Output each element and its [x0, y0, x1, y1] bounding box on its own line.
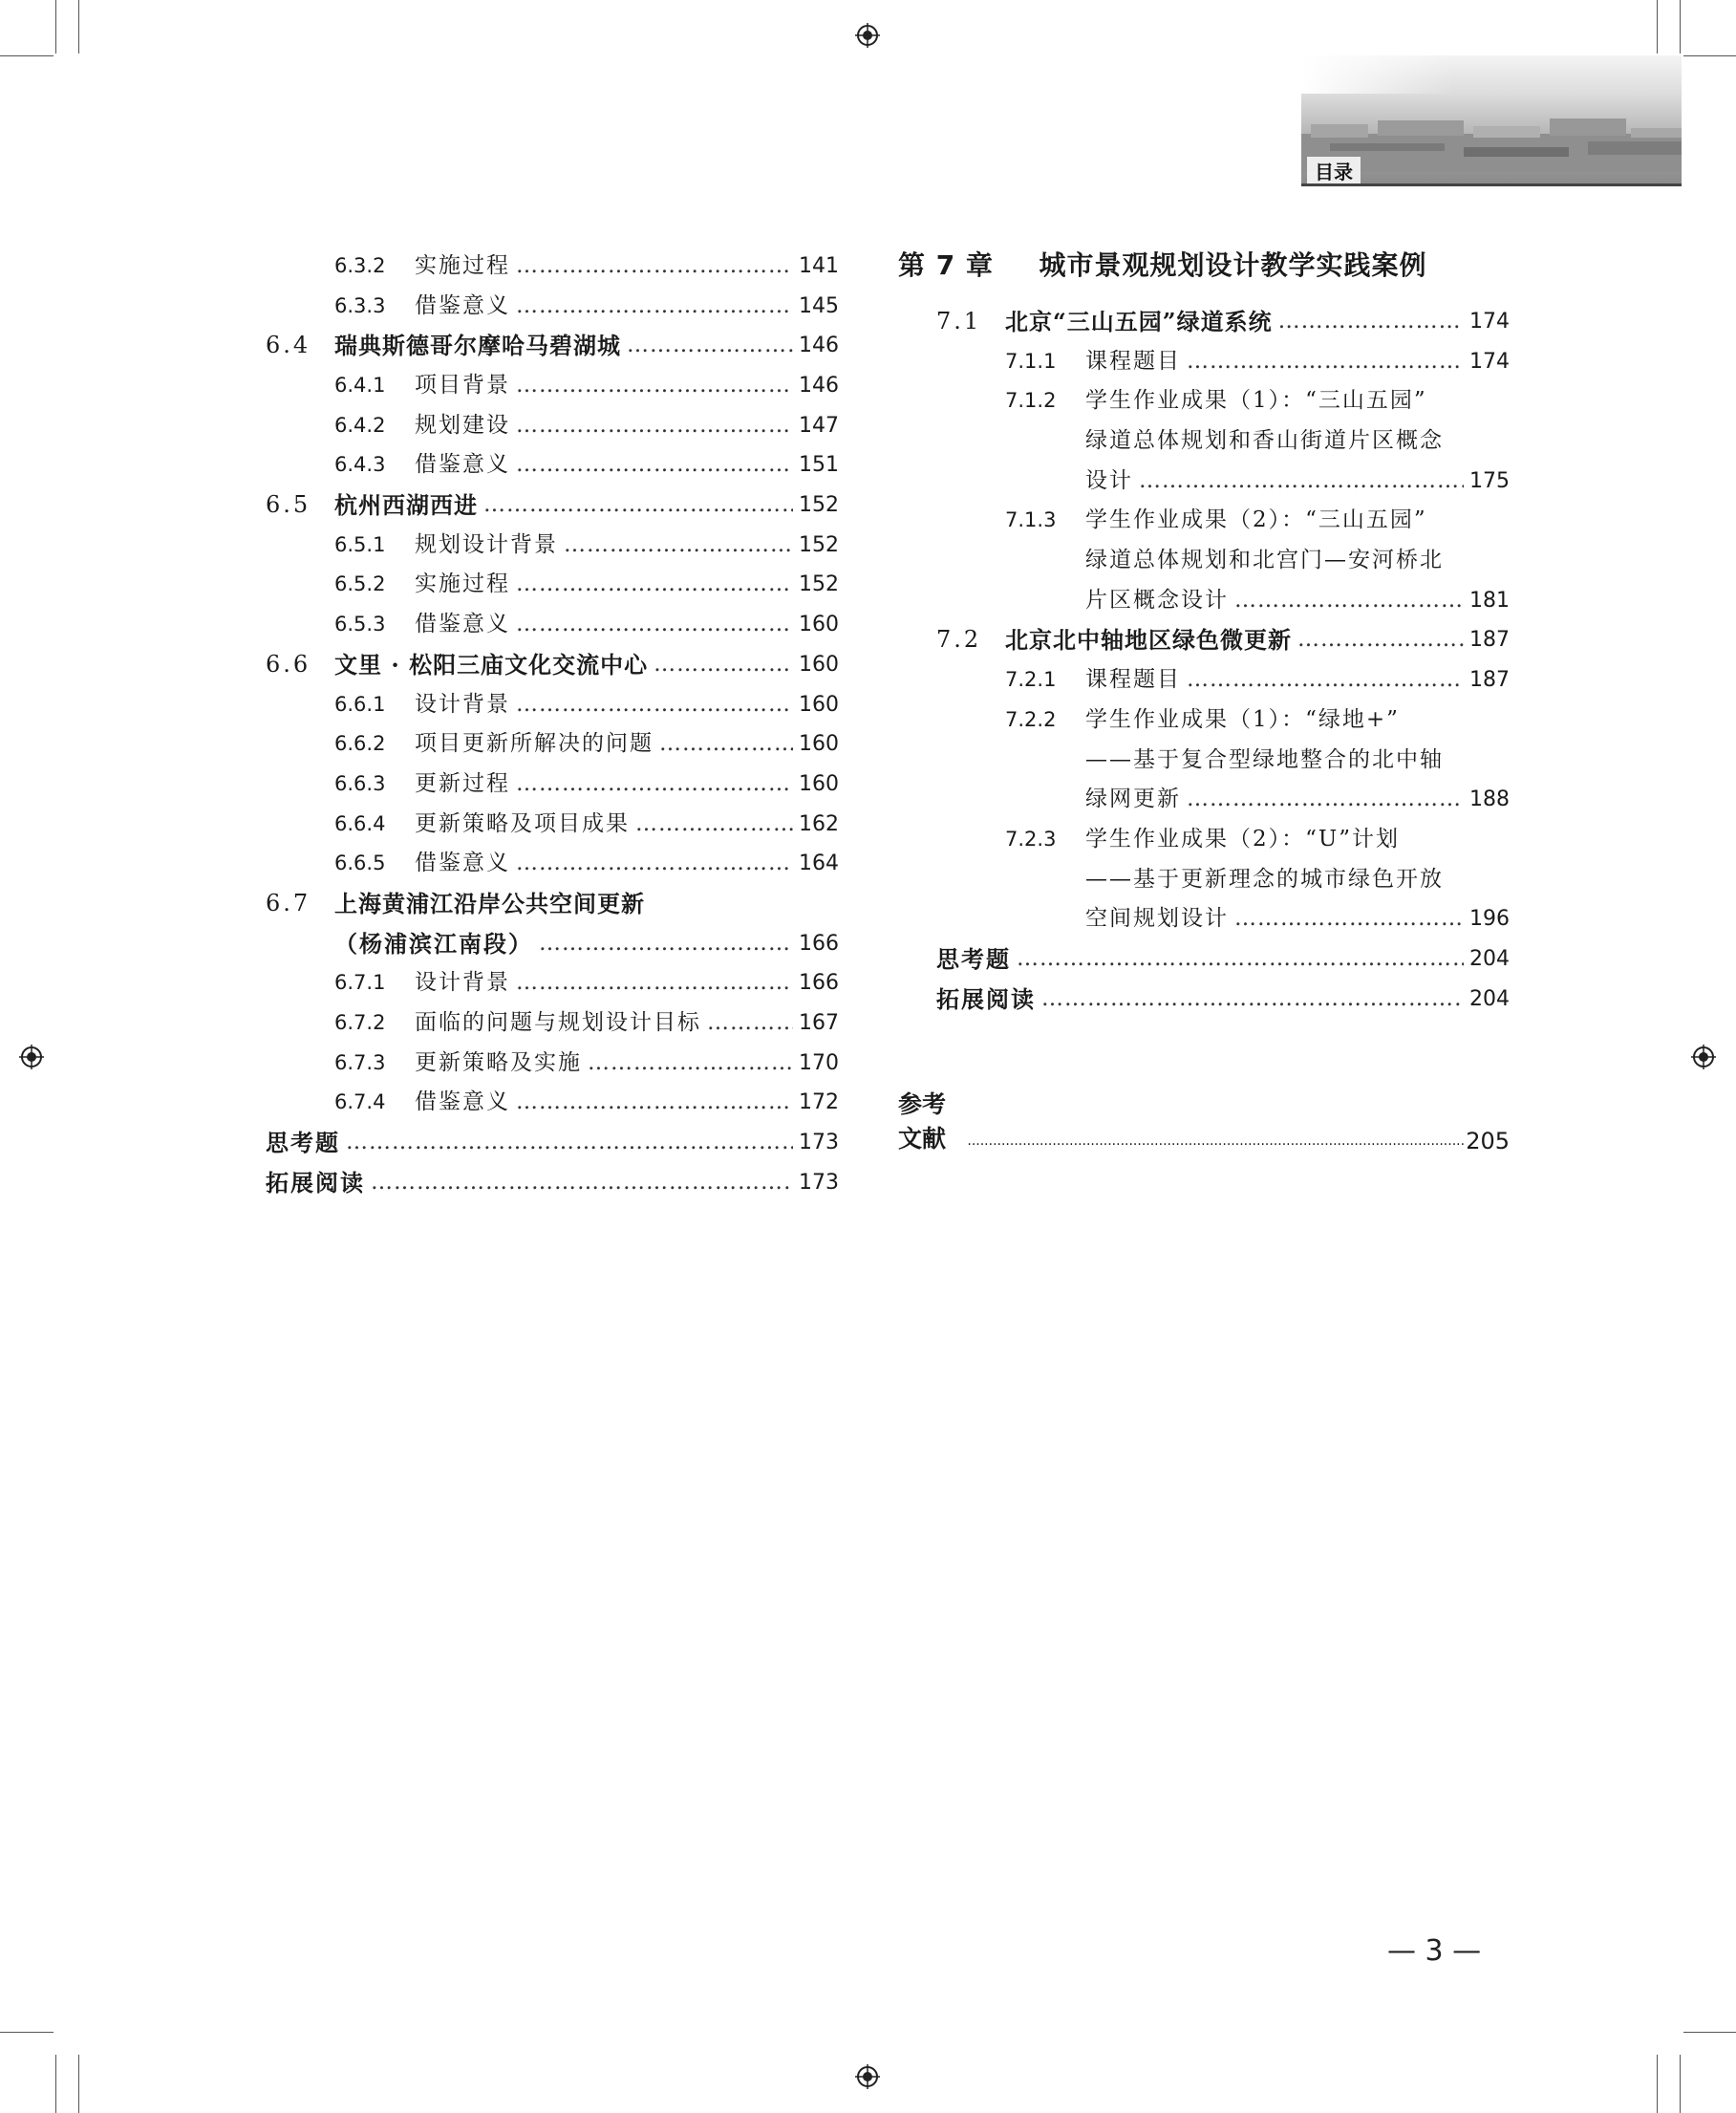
toc-entry[interactable]: [266, 645, 839, 685]
toc-entry[interactable]: [266, 605, 839, 645]
toc-entry-title: 实施过程: [415, 571, 510, 597]
crop-mark: [1683, 55, 1736, 56]
registration-mark-icon: [1691, 1045, 1716, 1069]
toc-entry-title: 设计背景: [415, 691, 510, 717]
toc-entry[interactable]: [266, 566, 839, 606]
toc-entry[interactable]: [936, 660, 1510, 701]
toc-entry[interactable]: [266, 924, 839, 964]
toc-entry[interactable]: [936, 462, 1510, 502]
toc-entry-page: 146: [799, 334, 839, 358]
toc-entry-page: 172: [799, 1090, 839, 1115]
leader-dots: [1278, 302, 1464, 342]
toc-entry[interactable]: [266, 445, 839, 485]
crop-mark: [55, 0, 56, 54]
toc-entry-number: 6.5.3: [334, 613, 386, 636]
toc-entry[interactable]: [936, 899, 1510, 939]
toc-entry-title: 思考题: [936, 944, 1011, 973]
toc-entry[interactable]: [936, 381, 1510, 421]
leader-dots: [516, 963, 793, 1003]
toc-entry-number: 7.2.2: [1005, 707, 1057, 731]
toc-entry[interactable]: [266, 287, 839, 327]
toc-entry-number: 6.5.1: [334, 532, 386, 556]
toc-entry-page: 160: [799, 613, 839, 637]
leader-dots: [1234, 581, 1464, 621]
leader-dots: [967, 1133, 1464, 1149]
leader-dots: [1139, 462, 1464, 502]
toc-entry-number: 6.5.2: [334, 572, 386, 596]
toc-entry-page: 166: [799, 971, 839, 996]
toc-entry-title: 规划建设: [415, 412, 510, 438]
toc-entry-page: 170: [799, 1050, 839, 1075]
toc-entry-page: 145: [799, 293, 839, 318]
toc-entry[interactable]: [936, 621, 1510, 661]
toc-entry-page: 164: [799, 852, 839, 876]
crop-mark: [1683, 2032, 1736, 2033]
toc-entry-number: 6.7: [266, 889, 311, 916]
crop-mark: [1657, 2055, 1658, 2113]
header-rule: [1301, 183, 1682, 186]
toc-entry-title: 上海黄浦江沿岸公共空间更新: [334, 889, 645, 917]
toc-entry-number: 6.7.3: [334, 1050, 386, 1074]
toc-entry[interactable]: [266, 406, 839, 446]
toc-entry-title: 学生作业成果（1）：“绿地+”: [1085, 706, 1400, 732]
leader-dots: [1041, 980, 1464, 1020]
toc-entry-page: 167: [799, 1011, 839, 1036]
toc-entry-title: 北京“三山五园”绿道系统: [1005, 307, 1273, 335]
toc-entry-number: 6.4.3: [334, 453, 386, 477]
leader-dots: [516, 685, 793, 725]
header-title: 目录: [1307, 157, 1361, 184]
toc-entry-title: 实施过程: [415, 252, 510, 278]
toc-entry[interactable]: [936, 860, 1510, 900]
toc-entry-title: 更新策略及项目成果: [415, 810, 630, 836]
chapter-label: 第 7 章: [898, 249, 994, 281]
toc-entry-page: 152: [799, 493, 839, 518]
chapter-heading: [898, 245, 1427, 283]
registration-mark-icon: [855, 2064, 880, 2089]
toc-entry-number: 6.6.1: [334, 692, 386, 716]
leader-dots: [516, 1083, 793, 1123]
toc-entry-title: 借鉴意义: [415, 292, 510, 318]
toc-entry[interactable]: [266, 884, 839, 924]
toc-entry-page: 173: [799, 1131, 839, 1155]
leader-dots: [1234, 899, 1464, 939]
toc-entry-page: 173: [799, 1170, 839, 1195]
toc-entry-title: 拓展阅读: [936, 984, 1036, 1013]
toc-entry-page: 146: [799, 374, 839, 399]
toc-entry-number: 6.6: [266, 650, 311, 678]
toc-entry-number: 7.2.3: [1005, 827, 1057, 851]
toc-entry-page: 188: [1469, 787, 1510, 812]
leader-dots: [1297, 620, 1464, 660]
toc-entry-number: 7.1.2: [1005, 389, 1057, 413]
leader-dots: [516, 844, 793, 884]
toc-entry-page: 147: [799, 413, 839, 438]
toc-entry-title: 文里 · 松阳三庙文化交流中心: [334, 650, 649, 679]
leader-dots: [588, 1044, 793, 1084]
toc-entry[interactable]: [266, 685, 839, 725]
toc-entry-title: 更新策略及实施: [415, 1049, 582, 1075]
toc-left-column: [266, 247, 839, 1203]
leader-dots: [1187, 342, 1464, 382]
references-page: 205: [1466, 1128, 1510, 1154]
toc-entry-page: 151: [799, 453, 839, 478]
leader-dots: [627, 326, 793, 366]
toc-entry-title: 课程题目: [1085, 348, 1181, 374]
toc-right-column: [936, 302, 1510, 1019]
page-number: — 3 —: [1387, 1934, 1482, 1968]
leader-dots: [516, 445, 793, 485]
toc-entry-page: 152: [799, 532, 839, 557]
crop-mark: [1680, 0, 1681, 54]
toc-entry[interactable]: [266, 1003, 839, 1044]
toc-entry-title: 项目背景: [415, 373, 510, 399]
leader-dots: [539, 924, 793, 964]
toc-entry[interactable]: [266, 765, 839, 805]
toc-entry-title: 课程题目: [1085, 667, 1181, 693]
leader-dots: [1187, 780, 1464, 820]
toc-entry-page: 174: [1469, 309, 1510, 334]
toc-entry-number: 6.4: [266, 332, 311, 359]
toc-entry[interactable]: [936, 581, 1510, 621]
toc-entry-title: 空间规划设计: [1085, 906, 1229, 932]
toc-entry-page: 187: [1469, 668, 1510, 693]
references-title: 参考文献: [898, 1090, 947, 1153]
toc-entry-page: 175: [1469, 468, 1510, 493]
toc-entry-title: 借鉴意义: [415, 452, 510, 478]
toc-entry-title: 瑞典斯德哥尔摩哈马碧湖城: [334, 332, 621, 360]
registration-mark-icon: [19, 1045, 44, 1069]
toc-entry[interactable]: [266, 805, 839, 845]
toc-entry-page: 141: [799, 253, 839, 278]
toc-entry[interactable]: [266, 526, 839, 566]
toc-entry-title: 绿网更新: [1085, 787, 1181, 812]
toc-entry[interactable]: [266, 844, 839, 884]
toc-entry-number: 6.3.2: [334, 253, 386, 277]
toc-entry[interactable]: [936, 501, 1510, 541]
toc-entry-title: 绿道总体规划和香山街道片区概念: [1085, 428, 1444, 454]
leader-dots: [516, 605, 793, 645]
crop-mark: [55, 2055, 56, 2113]
toc-entry-title: 片区概念设计: [1085, 587, 1229, 613]
leader-dots: [516, 366, 793, 406]
toc-entry[interactable]: [936, 980, 1510, 1020]
toc-entry-title: （杨浦滨江南段）: [334, 929, 533, 958]
crop-mark: [78, 2055, 79, 2113]
toc-entry-title: 学生作业成果（2）：“U”计划: [1085, 826, 1401, 852]
toc-entry-number: 6.6.3: [334, 771, 386, 795]
registration-mark-icon: [855, 23, 880, 48]
toc-entry-number: 7.2.1: [1005, 668, 1057, 692]
toc-entry-number: 7.1.3: [1005, 508, 1057, 532]
chapter-title: 城市景观规划设计教学实践案例: [1039, 249, 1427, 281]
toc-entry-references[interactable]: [898, 1086, 1510, 1154]
toc-entry-page: 166: [799, 931, 839, 956]
toc-entry-number: 7.2: [936, 626, 982, 654]
leader-dots: [1187, 660, 1464, 701]
toc-entry-page: 187: [1469, 628, 1510, 653]
leader-dots: [516, 287, 793, 327]
toc-entry-title: ——基于复合型绿地整合的北中轴: [1085, 746, 1444, 772]
toc-entry-page: 152: [799, 572, 839, 597]
toc-entry-page: 204: [1469, 986, 1510, 1011]
toc-entry[interactable]: [266, 485, 839, 526]
toc-entry-number: 6.6.5: [334, 852, 386, 875]
toc-entry[interactable]: [936, 780, 1510, 820]
crop-mark: [0, 55, 54, 56]
crop-mark: [1680, 2055, 1681, 2113]
toc-entry-title: 借鉴意义: [415, 851, 510, 876]
toc-entry-title: 北京北中轴地区绿色微更新: [1005, 626, 1292, 655]
toc-entry[interactable]: [936, 421, 1510, 462]
toc-entry[interactable]: [936, 741, 1510, 781]
toc-entry[interactable]: [936, 342, 1510, 382]
leader-dots: [346, 1123, 793, 1163]
toc-entry-number: 6.4.1: [334, 374, 386, 398]
crop-mark: [0, 2032, 54, 2033]
toc-entry[interactable]: [936, 820, 1510, 860]
toc-entry-page: 160: [799, 692, 839, 717]
toc-entry-page: 181: [1469, 588, 1510, 613]
toc-entry-title: 杭州西湖西进: [334, 491, 478, 520]
toc-entry-title: 项目更新所解决的问题: [415, 731, 654, 757]
leader-dots: [371, 1163, 793, 1203]
leader-dots: [707, 1003, 793, 1044]
leader-dots: [516, 406, 793, 446]
toc-entry-title: 学生作业成果（2）：“三山五园”: [1085, 507, 1427, 533]
toc-entry-title: 思考题: [266, 1129, 340, 1157]
toc-entry-title: ——基于更新理念的城市绿色开放: [1085, 866, 1444, 892]
leader-dots: [516, 765, 793, 805]
toc-entry-number: 7.1: [936, 307, 982, 334]
toc-entry-number: 7.1.1: [1005, 349, 1057, 373]
toc-entry-title: 设计背景: [415, 970, 510, 996]
toc-entry-title: 规划设计背景: [415, 531, 558, 557]
toc-entry-page: 162: [799, 811, 839, 836]
toc-entry-title: 借鉴意义: [415, 612, 510, 637]
toc-entry-page: 160: [799, 771, 839, 796]
leader-dots: [516, 247, 793, 287]
crop-mark: [78, 0, 79, 54]
toc-entry-title: 拓展阅读: [266, 1168, 365, 1197]
toc-entry-title: 设计: [1085, 467, 1133, 493]
leader-dots: [516, 565, 793, 605]
toc-entry[interactable]: [266, 326, 839, 366]
toc-entry-number: 6.6.2: [334, 732, 386, 756]
toc-entry-number: 6.3.3: [334, 293, 386, 317]
toc-entry-number: 6.7.4: [334, 1090, 386, 1114]
leader-dots: [659, 724, 793, 765]
toc-entry[interactable]: [936, 939, 1510, 980]
toc-entry-title: 借鉴意义: [415, 1089, 510, 1115]
toc-entry-page: 160: [799, 732, 839, 757]
leader-dots: [564, 526, 793, 566]
toc-entry[interactable]: [936, 302, 1510, 342]
toc-entry-title: 面临的问题与规划设计目标: [415, 1010, 701, 1036]
toc-entry[interactable]: [266, 963, 839, 1003]
toc-entry[interactable]: [266, 1163, 839, 1203]
toc-entry[interactable]: [266, 1083, 839, 1123]
toc-entry[interactable]: [936, 701, 1510, 741]
crop-mark: [1657, 0, 1658, 54]
toc-entry[interactable]: [266, 1044, 839, 1084]
toc-entry-number: 6.7.2: [334, 1011, 386, 1035]
leader-dots: [483, 485, 793, 526]
leader-dots: [654, 645, 793, 685]
toc-entry-page: 174: [1469, 349, 1510, 374]
toc-entry-title: 更新过程: [415, 770, 510, 796]
toc-entry[interactable]: [266, 366, 839, 406]
leader-dots: [635, 805, 793, 845]
toc-entry-number: 6.4.2: [334, 413, 386, 437]
toc-entry[interactable]: [936, 541, 1510, 581]
toc-entry-number: 6.7.1: [334, 971, 386, 995]
toc-entry-page: 204: [1469, 946, 1510, 971]
toc-entry[interactable]: [266, 724, 839, 765]
toc-entry[interactable]: [266, 247, 839, 287]
toc-entry-title: 绿道总体规划和北宫门—安河桥北: [1085, 548, 1444, 573]
toc-entry-title: 学生作业成果（1）：“三山五园”: [1085, 388, 1427, 414]
toc-entry[interactable]: [266, 1123, 839, 1163]
leader-dots: [1017, 939, 1464, 980]
toc-entry-page: 196: [1469, 907, 1510, 932]
toc-entry-number: 6.6.4: [334, 811, 386, 835]
toc-entry-number: 6.5: [266, 491, 311, 519]
toc-entry-page: 160: [799, 652, 839, 677]
